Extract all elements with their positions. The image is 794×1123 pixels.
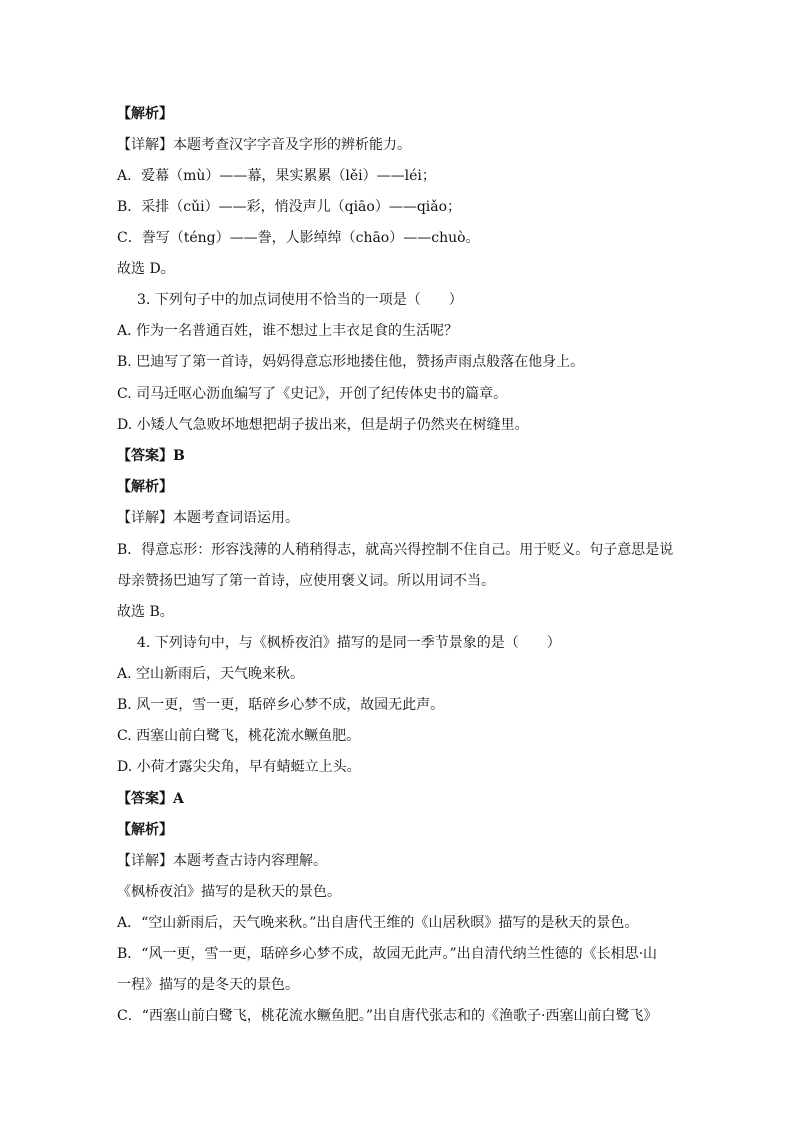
text-line: 【解析】 xyxy=(117,822,173,838)
text-line: B. 巴迪写了第一首诗，妈妈得意忘形地搂住他，赞扬声雨点般落在他身上。 xyxy=(117,354,585,370)
text-line: C．誊写（téng）——誊，人影绰绰（chāo）——chuò。 xyxy=(117,230,480,246)
text-line: C. 司马迁呕心沥血编写了《史记》，开创了纪传体史书的篇章。 xyxy=(117,386,508,402)
text-line: 【详解】本题考查汉字字音及字形的辨析能力。 xyxy=(117,137,411,153)
text-line: B．采排（cǔi）——彩，悄没声儿（qiāo）——qiǎo； xyxy=(117,199,462,215)
text-line: 4. 下列诗句中，与《枫桥夜泊》描写的是同一季节景象的是（ ） xyxy=(137,635,561,651)
text-line: 《枫桥夜泊》描写的是秋天的景色。 xyxy=(117,884,341,900)
text-line: 3. 下列句子中的加点词使用不恰当的一项是（ ） xyxy=(137,292,463,308)
text-line: B. 风一更，雪一更，聒碎乡心梦不成，故园无此声。 xyxy=(117,697,445,713)
text-line: D. 小矮人气急败坏地想把胡子拔出来，但是胡子仍然夹在树缝里。 xyxy=(117,417,529,433)
text-line: A．爱幕（mù）——幕，果实累累（lěi）——léi； xyxy=(117,168,436,184)
text-line: B．“风一更，雪一更，聒碎乡心梦不成，故园无此声。”出自清代纳兰性德的《长相思·山 xyxy=(117,946,658,962)
text-line: 母亲赞扬巴迪写了第一首诗，应使用褒义词。所以用词不当。 xyxy=(117,573,495,589)
text-line: D. 小荷才露尖尖角，早有蜻蜓立上头。 xyxy=(117,759,361,775)
text-line: 【解析】 xyxy=(117,106,173,122)
text-line: A．“空山新雨后，天气晚来秋。”出自唐代王维的《山居秋暝》描写的是秋天的景色。 xyxy=(117,915,639,931)
text-line: 一程》描写的是冬天的景色。 xyxy=(117,977,299,993)
text-line: 【答案】B xyxy=(117,448,185,464)
text-line: 【解析】 xyxy=(117,479,173,495)
text-line: C. 西塞山前白鹭飞，桃花流水鳜鱼肥。 xyxy=(117,728,361,744)
text-line: A. 空山新雨后，天气晚来秋。 xyxy=(117,666,305,682)
text-line: 【详解】本题考查古诗内容理解。 xyxy=(117,853,327,869)
text-line: C．“西塞山前白鹭飞，桃花流水鳜鱼肥。”出自唐代张志和的《渔歌子·西塞山前白鹭飞》 xyxy=(117,1008,658,1024)
text-line: 【详解】本题考查词语运用。 xyxy=(117,510,299,526)
text-line: A. 作为一名普通百姓，谁不想过上丰衣足食的生活呢？ xyxy=(117,323,459,339)
text-line: B．得意忘形：形容浅薄的人稍稍得志，就高兴得控制不住自己。用于贬义。句子意思是说 xyxy=(117,542,674,558)
text-line: 故选 D。 xyxy=(117,261,175,277)
text-line: 故选 B。 xyxy=(117,604,174,620)
text-line: 【答案】A xyxy=(117,791,184,807)
